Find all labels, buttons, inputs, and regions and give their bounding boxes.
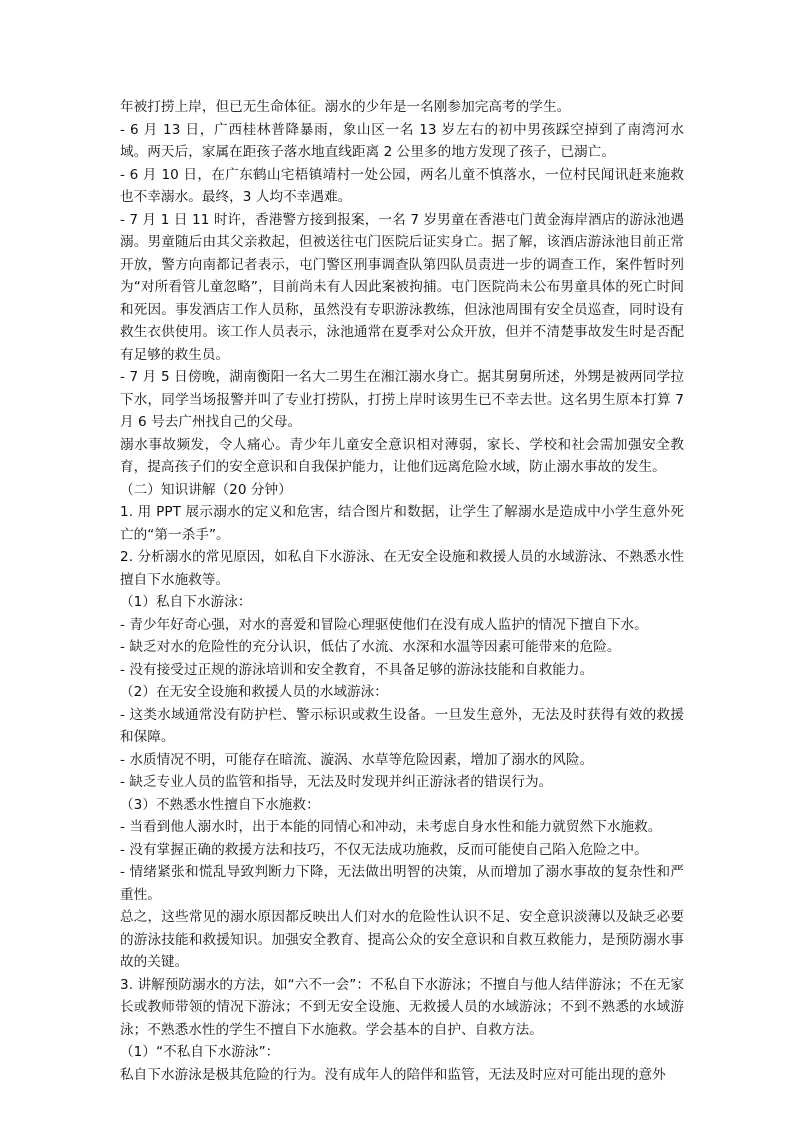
list-item: - 缺乏专业人员的监管和指导，无法及时发现并纠正游泳者的错误行为。: [120, 774, 553, 790]
document-body: [120, 96, 684, 1086]
paragraph: - 7 月 5 日傍晚，湖南衡阳一名大二男生在湘江溺水身亡。据其舅舅所述，外甥是被两同学拉下水，同学当场报警并叫了专业打捞队，打捞上岸时该男生已不幸去世。这名男生原本打算 7 月 6 号去广州找自己的父母。: [120, 369, 684, 430]
paragraph: 溺水事故频发，令人痛心。青少年儿童安全意识相对薄弱，家长、学校和社会需加强安全教育，提高孩子们的安全意识和自我保护能力，让他们远离危险水域，防止溺水事故的发生。: [120, 436, 684, 475]
paragraph: - 6 月 13 日，广西桂林普降暴雨，象山区一名 13 岁左右的初中男孩踩空掉到了南湾河水域。两天后，家属在距孩子落水地直线距离 2 公里多的地方发现了孩子，已溺亡。: [120, 121, 684, 160]
list-item: - 当看到他人溺水时，出于本能的同情心和冲动，未考虑自身水性和能力就贸然下水施救。: [120, 819, 662, 835]
sub-heading: （1）私自下水游泳：: [120, 594, 252, 610]
list-item: - 缺乏对水的危险性的充分认识，低估了水流、水深和水温等因素可能带来的危险。: [120, 639, 621, 655]
list-item: - 水质情况不明，可能存在暗流、漩涡、水草等危险因素，增加了溺水的风险。: [120, 751, 594, 768]
paragraph: - 6 月 10 日，在广东鹤山宅梧镇靖村一处公园，两名儿童不慎落水，一位村民闻讯赶来施救也不幸溺水。最终，3 人均不幸遇难。: [120, 166, 684, 205]
list-item: - 没有掌握正确的救援方法和技巧，不仅无法成功施救，反而可能使自己陷入危险之中。: [120, 841, 648, 858]
paragraph: 私自下水游泳是极其危险的行为。没有成年人的陪伴和监管，无法及时应对可能出现的意外: [120, 1066, 666, 1083]
sub-heading: （1）“不私自下水游泳”：: [120, 1044, 280, 1060]
sub-heading: （2）在无安全设施和救援人员的水域游泳：: [120, 684, 388, 700]
list-item: - 没有接受过正规的游泳培训和安全教育，不具备足够的游泳技能和自救能力。: [120, 661, 594, 678]
paragraph: 1. 用 PPT 展示溺水的定义和危害，结合图片和数据，让学生了解溺水是造成中小学生意外死亡的“第一杀手”。: [120, 504, 684, 543]
paragraph: 3. 讲解预防溺水的方法，如“六不一会”：不私自下水游泳；不擅自与他人结伴游泳；不在无家长或教师带领的情况下游泳；不到无安全设施、无救援人员的水域游泳；不到不熟悉的水域游泳；不熟悉水性的学生不擅自下水施救。学会基本的自护、自救方法。: [120, 976, 684, 1038]
list-item: - 情绪紧张和慌乱导致判断力下降，无法做出明智的决策，从而增加了溺水事故的复杂性和严重性。: [120, 864, 684, 903]
paragraph: 2. 分析溺水的常见原因，如私自下水游泳、在无安全设施和救援人员的水域游泳、不熟悉水性擅自下水施救等。: [120, 549, 684, 588]
section-heading: （二）知识讲解（20 分钟）: [120, 481, 292, 498]
sub-heading: （3）不熟悉水性擅自下水施救：: [120, 796, 320, 813]
paragraph: - 7 月 1 日 11 时许，香港警方接到报案，一名 7 岁男童在香港屯门黄金海岸酒店的游泳池遇溺。男童随后由其父亲救起，但被送往屯门医院后证实身亡。据了解，该酒店游泳池目前正常开放，警方向南都记者表示，屯门警区刑事调查队第四队员责进一步的调查工作，案件暂时列为“对所看管儿童忽略”，目前尚未有人因此案被拘捕。屯门医院尚未公布男童具体的死亡时间和死因。事发酒店工作人员称，虽然没有专职游泳教练，但泳池周围有安全员巡查，同时设有救生衣供使用。该工作人员表示，泳池通常在夏季对公众开放，但并不清楚事故发生时是否配有足够的救生员。: [120, 211, 684, 363]
list-item: - 青少年好奇心强，对水的喜爱和冒险心理驱使他们在没有成人监护的情况下擅自下水。: [120, 616, 648, 633]
paragraph: 总之，这些常见的溺水原因都反映出人们对水的危险性认识不足、安全意识淡薄以及缺乏必要的游泳技能和救援知识。加强安全教育、提高公众的安全意识和自救互救能力，是预防溺水事故的关键。: [120, 909, 684, 970]
paragraph: 年被打捞上岸，但已无生命体征。溺水的少年是一名刚参加完高考的学生。: [120, 99, 571, 115]
list-item: - 这类水域通常没有防护栏、警示标识或救生设备。一旦发生意外，无法及时获得有效的救援和保障。: [120, 706, 684, 745]
